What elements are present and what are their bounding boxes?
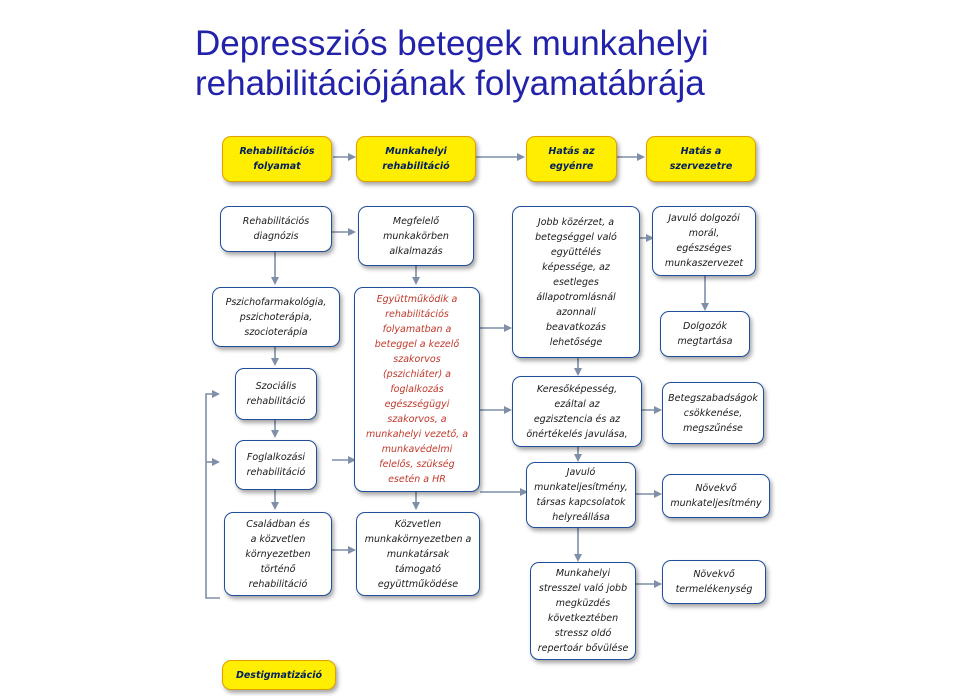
header-rehab-process-label: Rehabilitációs folyamat — [239, 146, 315, 172]
box-rehab-diagnosis-label: Rehabilitációs diagnózis — [242, 216, 310, 242]
box-psychotherapy-label: Pszichofarmakológia, pszichoterápia, szocioterápia — [225, 296, 327, 338]
box-earning-capacity — [512, 376, 642, 447]
header-effect-organization — [646, 136, 756, 182]
header-workplace-rehab-label: Munkahelyi rehabilitáció — [382, 146, 450, 172]
box-sick-leave — [662, 382, 764, 444]
header-rehab-process — [222, 136, 332, 182]
header-effect-individual — [526, 136, 617, 182]
title-line-1: Depressziós betegek munkahelyi — [195, 24, 709, 63]
box-stress-coping-label: Munkahelyi stresszel való jobb megküzdés következtében stressz oldó repertoár bővülése — [537, 568, 629, 654]
box-suitable-job-label: Megfelelő munkakörben alkalmazás — [383, 215, 449, 257]
box-family-rehab — [224, 512, 332, 596]
header-effect-individual-label: Hatás az egyénre — [548, 146, 595, 172]
box-sick-leave-label: Betegszabadságok csökkenése, megszűnése — [668, 392, 758, 434]
box-occupational-rehab — [235, 440, 317, 490]
box-wellbeing — [512, 206, 640, 358]
box-psychotherapy — [212, 287, 340, 347]
box-retention-label: Dolgozók megtartása — [677, 321, 733, 347]
box-morale — [652, 206, 756, 276]
header-workplace-rehab — [356, 136, 476, 182]
bracket-left — [206, 394, 220, 598]
box-performance-growth — [662, 474, 770, 518]
box-occupational-rehab-label: Foglalkozási rehabilitáció — [246, 452, 306, 478]
title-line-2: rehabilitációjának folyamatábrája — [195, 64, 705, 103]
box-wellbeing-label: Jobb közérzet, a betegséggel való együttélés képessége, az esetleges állapotromlásnál azonnali beavatkozás lehetősége — [535, 216, 617, 348]
box-destigmatization-label: Destigmatizáció — [235, 669, 323, 681]
box-work-performance — [526, 462, 636, 528]
box-retention — [660, 311, 750, 357]
box-cooperation-label: Együttműködik a rehabilitációs folyamatban a beteggel a kezelő szakorvos (pszichiáter) a foglalkozás egészségügyi szakorvos, a munkahelyi vezető, a munkavédelmi felelős, szükség esetén a HR — [365, 294, 469, 485]
box-productivity-label: Növekvő termelékenység — [675, 569, 753, 595]
box-suitable-job — [358, 206, 474, 266]
box-work-performance-label: Javuló munkateljesítmény, társas kapcsolatok helyreállása — [534, 467, 628, 523]
box-social-rehab — [235, 368, 317, 420]
box-performance-growth-label: Növekvő munkateljesítmény — [670, 483, 762, 509]
header-effect-organization-label: Hatás a szervezetre — [669, 146, 733, 172]
box-destigmatization — [222, 660, 336, 690]
box-productivity — [662, 560, 766, 604]
box-colleague-support-label: Közvetlen munkakörnyezetben a munkatársak támogató együttműködése — [364, 518, 472, 590]
box-earning-capacity-label: Keresőképesség, ezáltal az egzisztencia és az önértékelés javulása, — [526, 383, 628, 440]
box-social-rehab-label: Szociális rehabilitáció — [246, 381, 306, 407]
box-stress-coping — [530, 562, 636, 660]
box-rehab-diagnosis — [220, 206, 332, 252]
box-morale-label: Javuló dolgozói morál, egészséges munkaszervezet — [664, 213, 744, 269]
box-colleague-support — [356, 512, 480, 596]
box-family-rehab-label: Családban és a közvetlen környezetben történő rehabilitáció — [245, 518, 311, 590]
box-cooperation — [354, 287, 480, 492]
